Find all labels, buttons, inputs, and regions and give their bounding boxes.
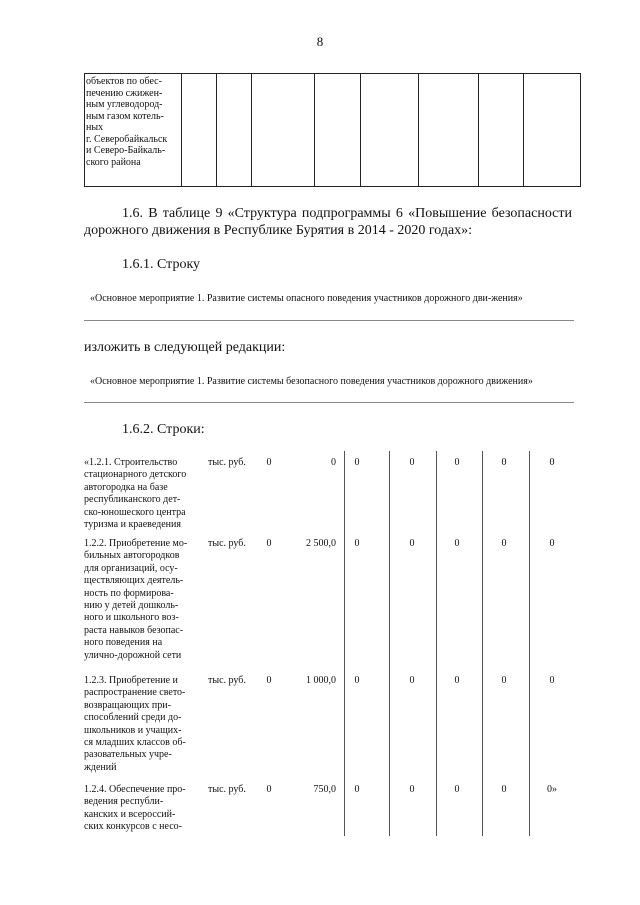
paragraph-1-6: 1.6. В таблице 9 «Структура подпрограммы 6 «Повышение безопасности дорожного движения в Республике Бурятия в 2014 - 2020 годах»: — [84, 206, 572, 238]
paragraph-1-6-2: 1.6.2. Строки: — [122, 422, 205, 437]
row-value: 0 — [354, 784, 360, 795]
table-row — [85, 74, 581, 187]
row-unit: тыс. руб. — [208, 675, 246, 686]
table-cell-empty — [361, 74, 419, 187]
row-value: 0 — [354, 457, 360, 468]
divider — [84, 402, 574, 403]
object-description: объектов по обес- печению сжижен- ным углеводород- ным газом котель- ных г. Северобайкальск и Северо-Байкаль- ского района — [86, 76, 168, 168]
column-divider — [529, 451, 530, 836]
row-value: 0 — [549, 675, 555, 686]
row-value: 0 — [501, 538, 507, 549]
row-value: 0 — [266, 675, 272, 686]
row-name: 1.2.3. Приобретение и распространение свето- возвращающих при- способлений среди до- школьников и учащих- ся младших классов об- разовательных учре- ждений — [84, 675, 186, 773]
row-value: 0 — [549, 538, 555, 549]
table-cell-empty — [182, 74, 217, 187]
row-value: 0 — [409, 457, 415, 468]
continuation-table — [84, 73, 581, 187]
row-value: 0 — [501, 784, 507, 795]
row-unit: тыс. руб. — [208, 538, 246, 549]
row-value: 0 — [501, 675, 507, 686]
row-value: 0 — [266, 457, 272, 468]
row-value: 1 000,0 — [306, 675, 336, 686]
column-divider — [482, 451, 483, 836]
replace-phrase: изложить в следующей редакции: — [84, 340, 286, 355]
table-cell-empty — [217, 74, 252, 187]
column-divider — [389, 451, 390, 836]
column-divider — [436, 451, 437, 836]
row-value: 0 — [501, 457, 507, 468]
row-name: «1.2.1. Строительство стационарного детского автогородка на базе республиканского дет- ско-юношеского центра туризма и краеведения — [84, 457, 187, 531]
divider — [84, 320, 574, 321]
new-row-quote: «Основное мероприятие 1. Развитие системы безопасного поведения участников дорожного движения» — [90, 376, 533, 387]
row-value: 0» — [547, 784, 557, 795]
row-value: 0 — [454, 784, 460, 795]
page-number: 8 — [316, 34, 324, 49]
row-value: 0 — [454, 457, 460, 468]
row-value: 750,0 — [313, 784, 336, 795]
row-value: 0 — [409, 538, 415, 549]
row-value: 0 — [266, 538, 272, 549]
table-cell-name — [85, 74, 182, 187]
row-value: 0 — [454, 675, 460, 686]
row-value: 0 — [454, 538, 460, 549]
row-unit: тыс. руб. — [208, 457, 246, 468]
paragraph-1-6-1: 1.6.1. Строку — [122, 257, 201, 272]
column-divider — [344, 451, 345, 836]
old-row-quote: «Основное мероприятие 1. Развитие системы опасного поведения участников дорожного дви-жения» — [90, 293, 523, 304]
row-name: 1.2.2. Приобретение мо- бильных автогородков для организаций, осу- ществляющих деятель- ность по формирова- нию у детей дошколь- ного и школьного воз- раста навыков безопас- ного поведения на улично-дорожной сети — [84, 538, 188, 661]
row-value: 2 500,0 — [306, 538, 336, 549]
table-cell-empty — [479, 74, 524, 187]
row-unit: тыс. руб. — [208, 784, 246, 795]
row-value: 0 — [331, 457, 336, 468]
row-name: 1.2.4. Обеспечение про- ведения республи- канских и всероссий- ских конкурсов с несо- — [84, 784, 186, 833]
table-cell-empty — [252, 74, 315, 187]
table-cell-empty — [315, 74, 361, 187]
row-value: 0 — [266, 784, 272, 795]
row-value: 0 — [354, 675, 360, 686]
row-value: 0 — [549, 457, 555, 468]
table-cell-empty — [524, 74, 581, 187]
row-value: 0 — [409, 784, 415, 795]
table-cell-empty — [419, 74, 479, 187]
row-value: 0 — [409, 675, 415, 686]
row-value: 0 — [354, 538, 360, 549]
